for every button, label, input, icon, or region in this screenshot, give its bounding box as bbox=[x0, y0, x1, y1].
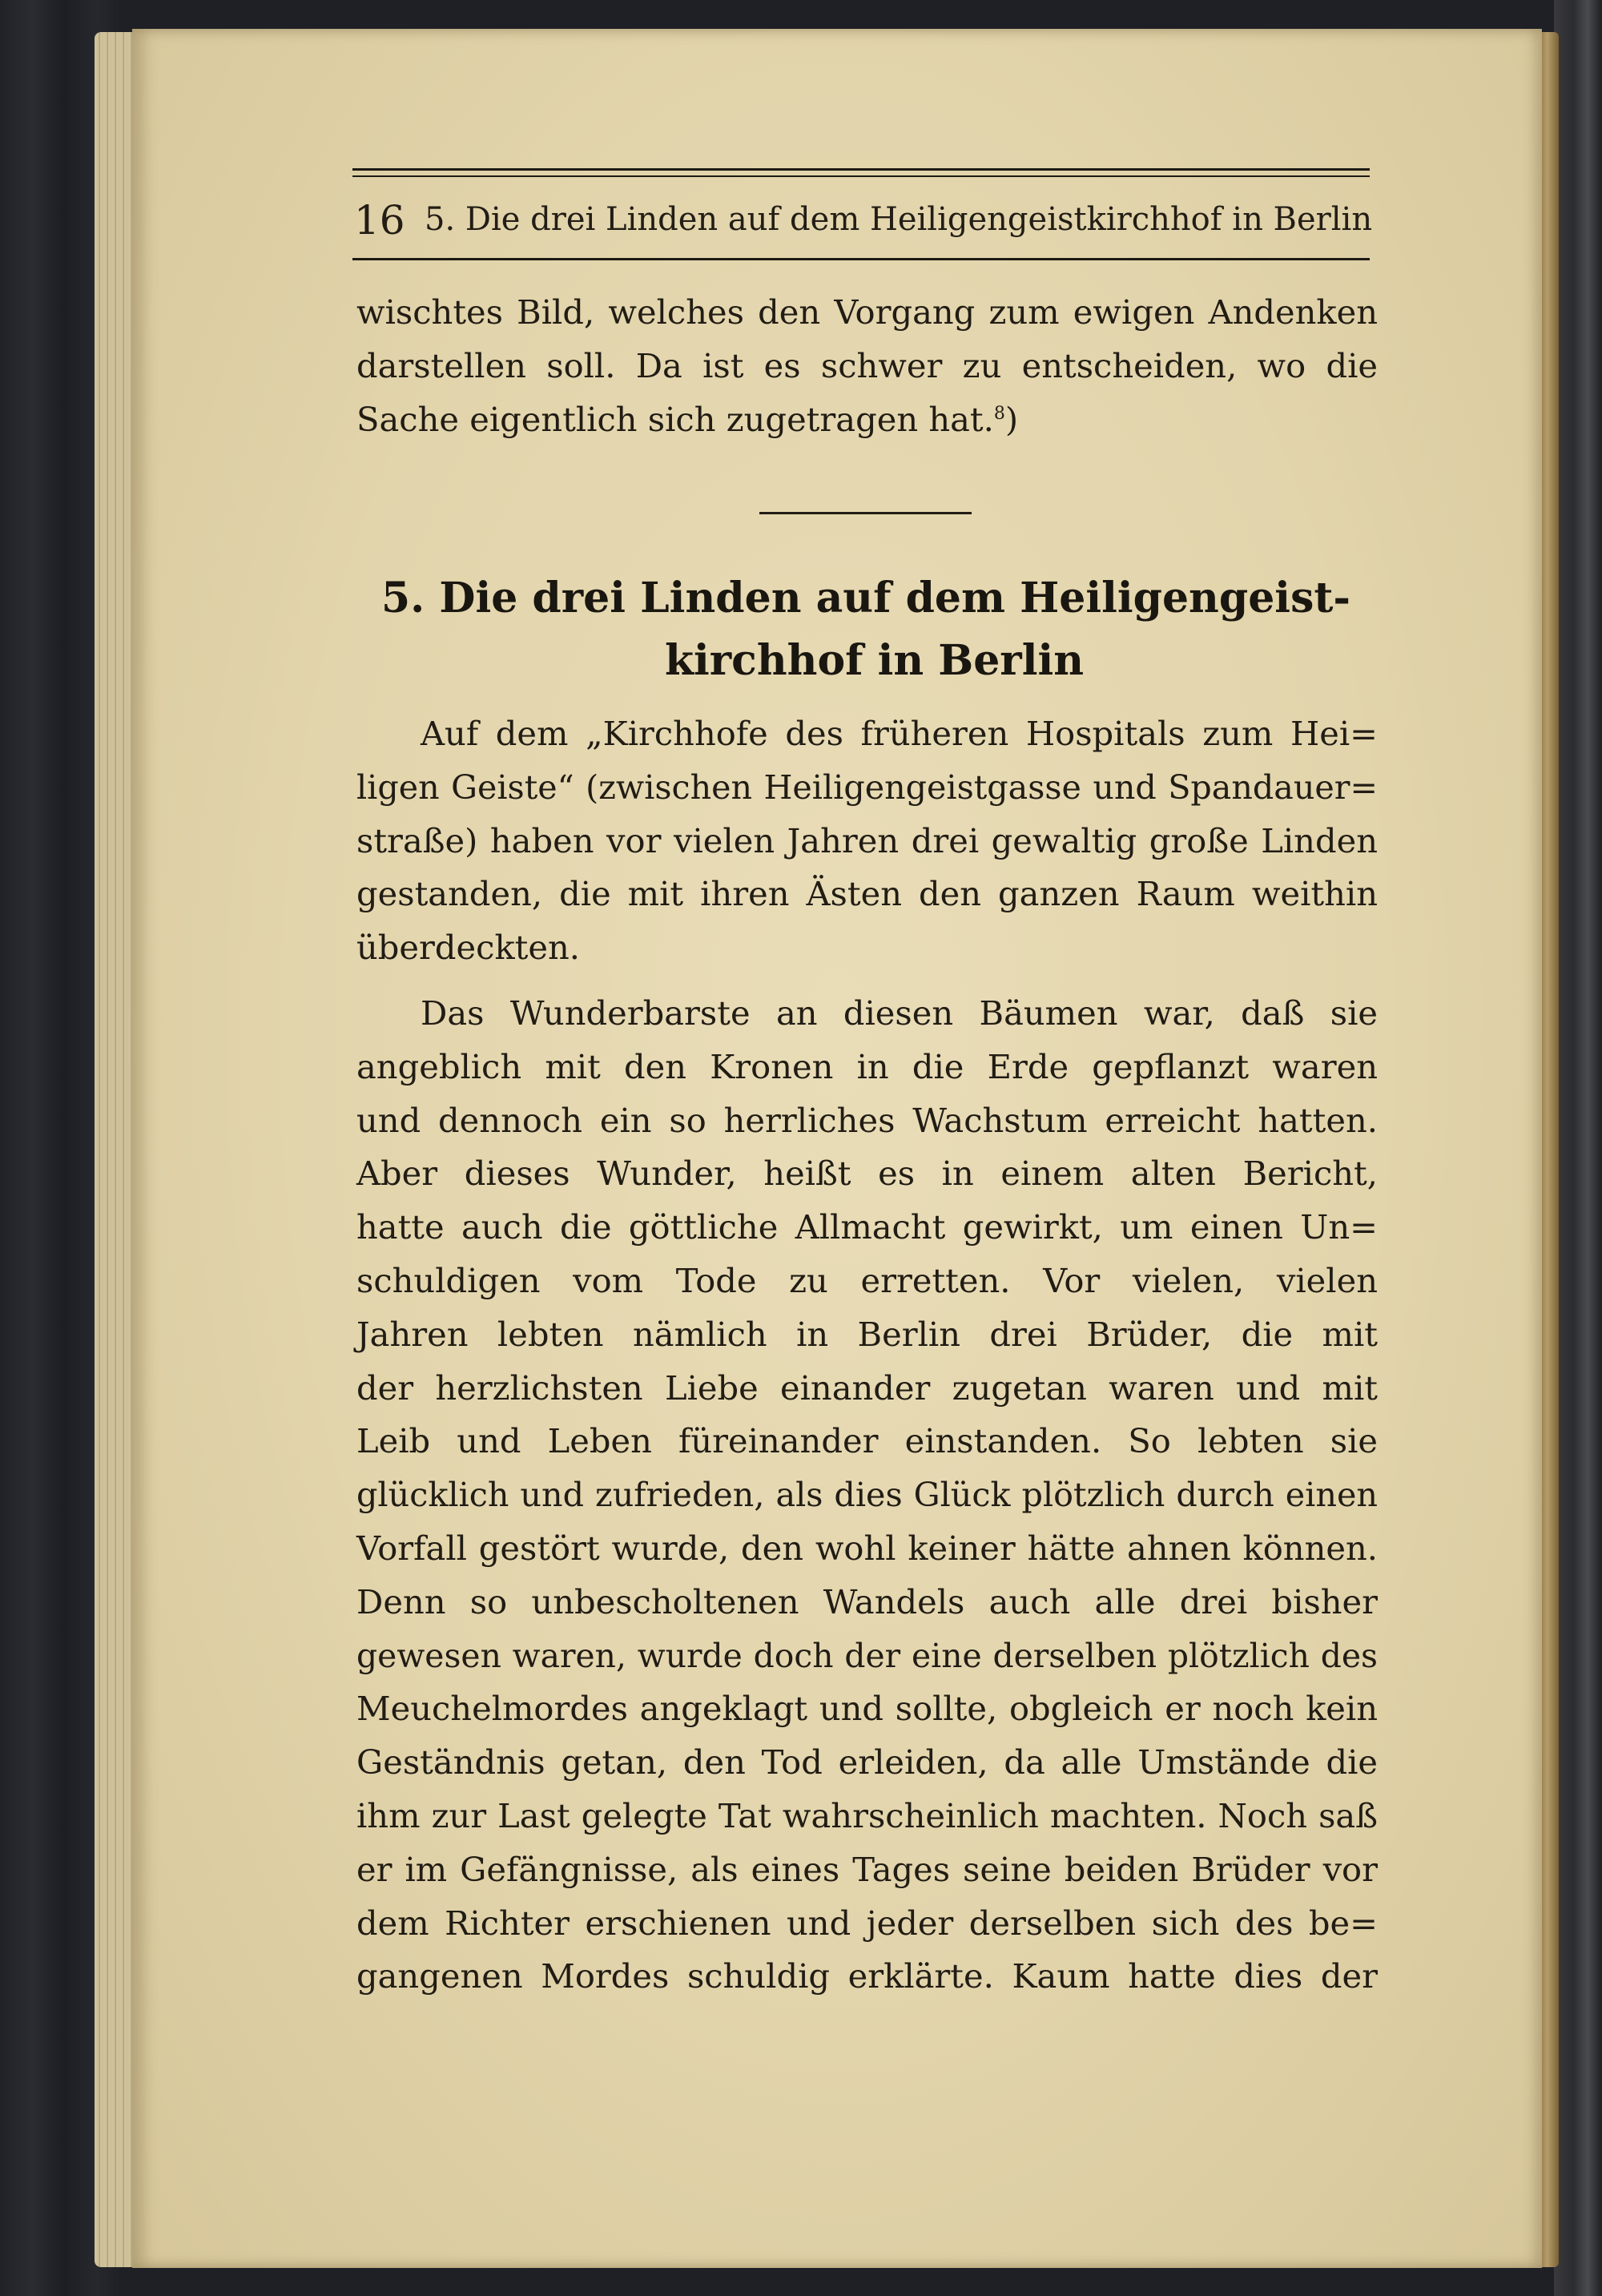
text-line: glücklich und zufrieden, als dies Glück plötzlich durch einen bbox=[356, 1476, 1378, 1515]
heading-line: kirchhof in Berlin bbox=[665, 636, 1085, 685]
section-heading bbox=[376, 567, 1378, 692]
text-line: der herzlichsten Liebe einander zugetan waren und mit bbox=[356, 1368, 1378, 1408]
text-line: er im Gefängnisse, als eines Tages seine beiden Brüder vor bbox=[356, 1849, 1378, 1889]
section-separator bbox=[759, 512, 972, 514]
text-line: überdeckten. bbox=[356, 928, 580, 968]
text-line: darstellen soll. Da ist es schwer zu entscheiden, wo die bbox=[356, 345, 1378, 385]
text-line: Denn so unbescholtenen Wandels auch alle drei bisher bbox=[356, 1581, 1378, 1621]
text-line: gestanden, die mit ihren Ästen den ganzen Raum weithin bbox=[356, 874, 1378, 914]
text-line: gangenen Mordes schuldig erklärte. Kaum hatte dies der bbox=[356, 1956, 1378, 1996]
text-line: Jahren lebten nämlich in Berlin drei Brüder, die mit bbox=[356, 1314, 1378, 1354]
text-line: Das Wunderbarste an diesen Bäumen war, daß sie bbox=[421, 993, 1378, 1033]
text-line: straße) haben vor vielen Jahren drei gewaltig große Linden bbox=[356, 820, 1378, 860]
text-line: Meuchelmordes angeklagt und sollte, obgleich er noch kein bbox=[356, 1689, 1378, 1729]
closing-paren: ) bbox=[1004, 399, 1019, 439]
continuation-paragraph bbox=[356, 286, 1378, 446]
text-line: Auf dem „Kirchhofe des früheren Hospitals zum Hei= bbox=[421, 714, 1378, 753]
text-line: Leib und Leben füreinander einstanden. So lebten sie bbox=[356, 1421, 1378, 1461]
text-line: Aber dieses Wunder, heißt es in einem alten Bericht, bbox=[356, 1154, 1378, 1194]
page-header bbox=[352, 168, 1373, 264]
text-line: gewesen waren, wurde doch der eine derselben plötzlich des bbox=[356, 1636, 1378, 1675]
header-rule-top bbox=[352, 168, 1370, 171]
text-line: hatte auch die göttliche Allmacht gewirkt, um einen Un= bbox=[356, 1207, 1378, 1247]
text-line: ligen Geiste“ (zwischen Heiligengeistgasse und Spandauer= bbox=[356, 767, 1378, 807]
text-line-content: Sache eigentlich sich zugetragen hat. bbox=[356, 399, 994, 439]
text-line: angeblich mit den Kronen in die Erde gepflanzt waren bbox=[356, 1046, 1378, 1086]
text-line: Geständnis getan, den Tod erleiden, da alle Umstände die bbox=[356, 1742, 1378, 1782]
text-line: Vorfall gestört wurde, den wohl keiner hätte ahnen können. bbox=[356, 1528, 1378, 1568]
page-number: 16 bbox=[354, 197, 405, 244]
book-cover-edge bbox=[1554, 0, 1602, 2296]
footnote-marker: 8 bbox=[993, 403, 1005, 424]
text-line bbox=[356, 393, 1378, 447]
header-rule-top-thin bbox=[352, 175, 1370, 177]
paragraph bbox=[356, 707, 1378, 975]
running-title: 5. Die drei Linden auf dem Heiligengeistkirchhof in Berlin bbox=[425, 201, 1373, 238]
text-line: und dennoch ein so herrliches Wachstum erreicht hatten. bbox=[356, 1100, 1378, 1140]
text-line: ihm zur Last gelegte Tat wahrscheinlich machten. Noch saß bbox=[356, 1795, 1378, 1835]
heading-line: 5. Die drei Linden auf dem Heiligengeist- bbox=[381, 574, 1350, 622]
text-line: schuldigen vom Tode zu erretten. Vor vielen, vielen bbox=[356, 1260, 1378, 1300]
text-line: wischtes Bild, welches den Vorgang zum ewigen Andenken bbox=[356, 292, 1378, 332]
paragraph bbox=[356, 987, 1378, 2004]
text-line: dem Richter erschienen und jeder derselben sich des be= bbox=[356, 1903, 1378, 1943]
header-rule-bottom bbox=[352, 258, 1370, 260]
